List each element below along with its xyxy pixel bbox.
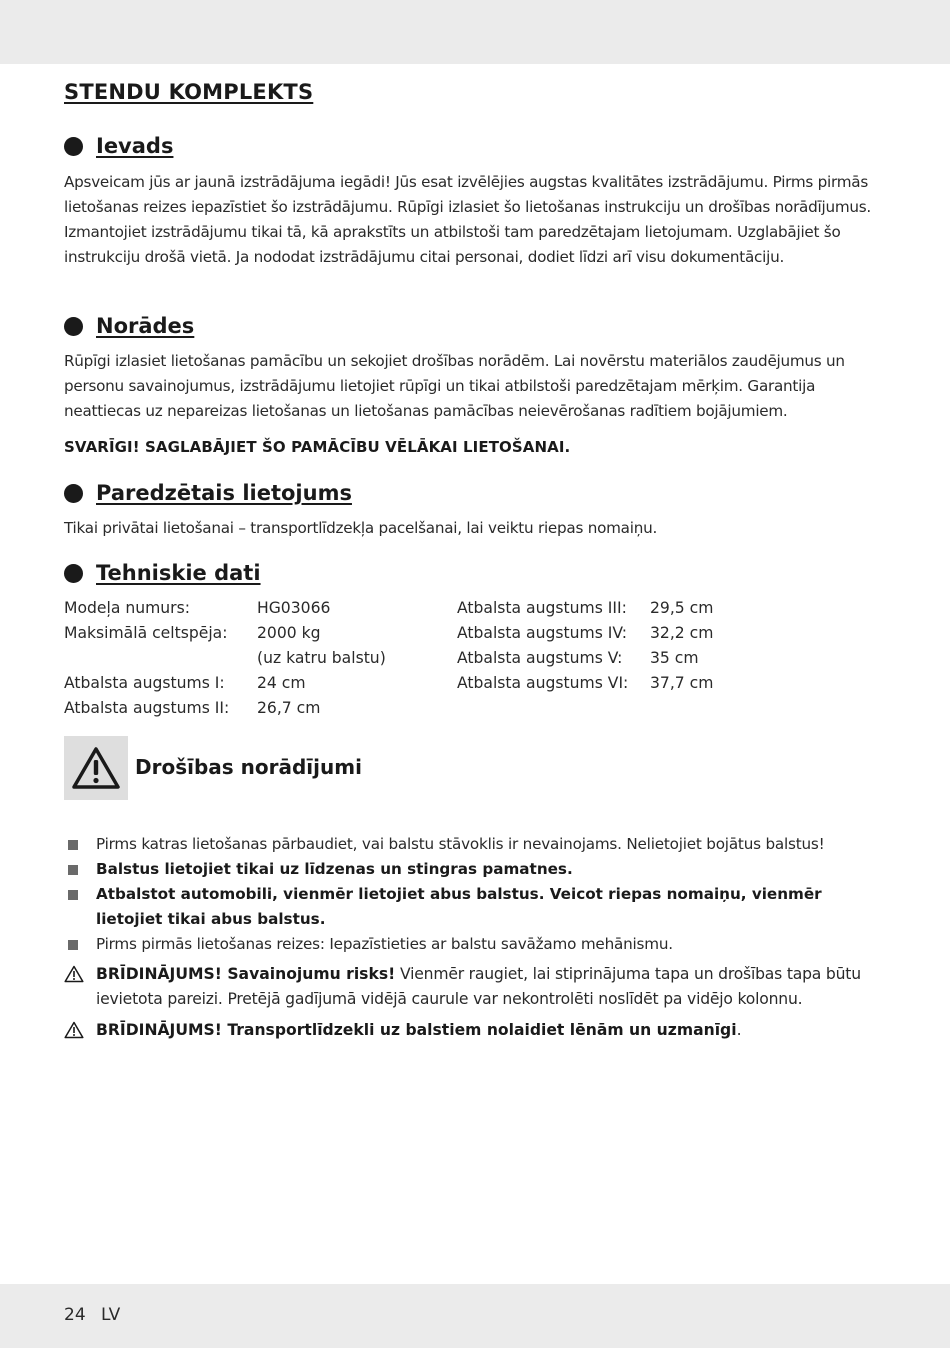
warning-triangle-icon <box>64 965 84 983</box>
warning-label: BRĪDINĀJUMS! Transportlīdzekli uz balstiem nolaidiet lēnām un uzmanīgi <box>96 1021 737 1039</box>
spec-value: 2000 kg <box>257 624 321 642</box>
spec-label: Atbalsta augstums V: <box>457 649 623 667</box>
spec-value-note: (uz katru balstu) <box>257 649 386 667</box>
safety-list <box>64 832 884 957</box>
square-bullet-icon <box>68 840 78 850</box>
warning-lowering <box>64 1018 884 1043</box>
heading-label: Tehniskie dati <box>96 561 261 585</box>
spec-value: 37,7 cm <box>650 674 714 692</box>
spec-label: Modeļa numurs: <box>64 599 190 617</box>
list-item-text: Pirms katras lietošanas pārbaudiet, vai balstu stāvoklis ir nevainojams. Nelietojiet bojātus balstus! <box>96 835 825 853</box>
spec-label: Atbalsta augstums II: <box>64 699 230 717</box>
list-item <box>64 857 884 882</box>
warning-triangle-icon <box>71 746 121 790</box>
filled-circle-icon <box>64 484 83 503</box>
spec-label: Atbalsta augstums I: <box>64 674 225 692</box>
spec-value: 35 cm <box>650 649 699 667</box>
square-bullet-icon <box>68 865 78 875</box>
list-item <box>64 832 884 857</box>
warning-injury <box>64 962 884 1012</box>
section-heading-tehniskie <box>64 561 261 585</box>
important-notice: SVARĪGI! SAGLABĀJIET ŠO PAMĀCĪBU VĒLĀKAI LIETOŠANAI. <box>64 438 571 456</box>
spec-label: Atbalsta augstums IV: <box>457 624 628 642</box>
document-title: STENDU KOMPLEKTS <box>64 80 314 104</box>
list-item <box>64 882 884 932</box>
spec-value: 24 cm <box>257 674 306 692</box>
warning-text: Vienmēr raugiet, lai stiprinājuma tapa un drošības tapa būtu ievietota pareizi. Pretējā gadījumā vidējā caurule var nekontrolēti noslīdēt pa vidējo kolonnu. <box>96 965 861 1008</box>
list-item-text: Pirms pirmās lietošanas reizes: Iepazīstieties ar balstu savāžamo mehānismu. <box>96 935 673 953</box>
spec-label: Atbalsta augstums VI: <box>457 674 629 692</box>
list-item <box>64 932 884 957</box>
norades-paragraph: Rūpīgi izlasiet lietošanas pamācību un sekojiet drošības norādēm. Lai novērstu materiālos zaudējumus un personu savainojumus, izstrādājumu lietojiet rūpīgi un tikai atbilstoši paredzētajam mērķim. Garantija neattiecas uz nepareizas lietošanas un lietošanas pamācības neievērošanas radītiem bojājumiem. <box>64 352 845 420</box>
heading-label: Ievads <box>96 134 174 158</box>
section-heading-paredzetais <box>64 481 352 505</box>
page-number: 24 <box>64 1305 86 1325</box>
warning-triangle-icon <box>64 1021 84 1039</box>
filled-circle-icon <box>64 317 83 336</box>
square-bullet-icon <box>68 890 78 900</box>
spec-label: Maksimālā celtspēja: <box>64 624 228 642</box>
safety-icon-box <box>64 736 128 800</box>
spec-value: HG03066 <box>257 599 331 617</box>
language-code: LV <box>101 1305 121 1325</box>
spec-value: 29,5 cm <box>650 599 714 617</box>
list-item-text: Atbalstot automobili, vienmēr lietojiet abus balstus. Veicot riepas nomaiņu, vienmēr lietojiet tikai abus balstus. <box>96 885 822 928</box>
bottom-band <box>0 1284 950 1348</box>
paredzetais-paragraph: Tikai privātai lietošanai – transportlīdzekļa pacelšanai, lai veiktu riepas nomaiņu. <box>64 519 658 537</box>
filled-circle-icon <box>64 564 83 583</box>
square-bullet-icon <box>68 940 78 950</box>
warning-label: BRĪDINĀJUMS! Savainojumu risks! <box>96 965 396 983</box>
spec-value: 32,2 cm <box>650 624 714 642</box>
safety-heading: Drošības norādījumi <box>135 755 362 779</box>
section-heading-ievads <box>64 134 173 158</box>
warning-text: . <box>736 1021 742 1039</box>
heading-label: Norādes <box>96 314 195 338</box>
top-band <box>0 0 950 64</box>
spec-value: 26,7 cm <box>257 699 321 717</box>
ievads-paragraph: Apsveicam jūs ar jaunā izstrādājuma iegādi! Jūs esat izvēlējies augstas kvalitātes izstrādājumu. Pirms pirmās lietošanas reizes iepazīstiet šo izstrādājumu. Rūpīgi izlasiet šo lietošanas instrukciju un drošības norādījumus. Izmantojiet izstrādājumu tikai tā, kā aprakstīts un atbilstoši tam paredzētajam lietojumam. Uzglabājiet šo instrukciju drošā vietā. Ja nododat izstrādājumu citai personai, dodiet līdzi arī visu dokumentāciju. <box>64 173 871 266</box>
spec-label: Atbalsta augstums III: <box>457 599 627 617</box>
page-footer <box>64 1305 120 1325</box>
list-item-text: Balstus lietojiet tikai uz līdzenas un stingras pamatnes. <box>96 860 573 878</box>
section-heading-norades <box>64 314 194 338</box>
heading-label: Paredzētais lietojums <box>96 481 352 505</box>
filled-circle-icon <box>64 137 83 156</box>
